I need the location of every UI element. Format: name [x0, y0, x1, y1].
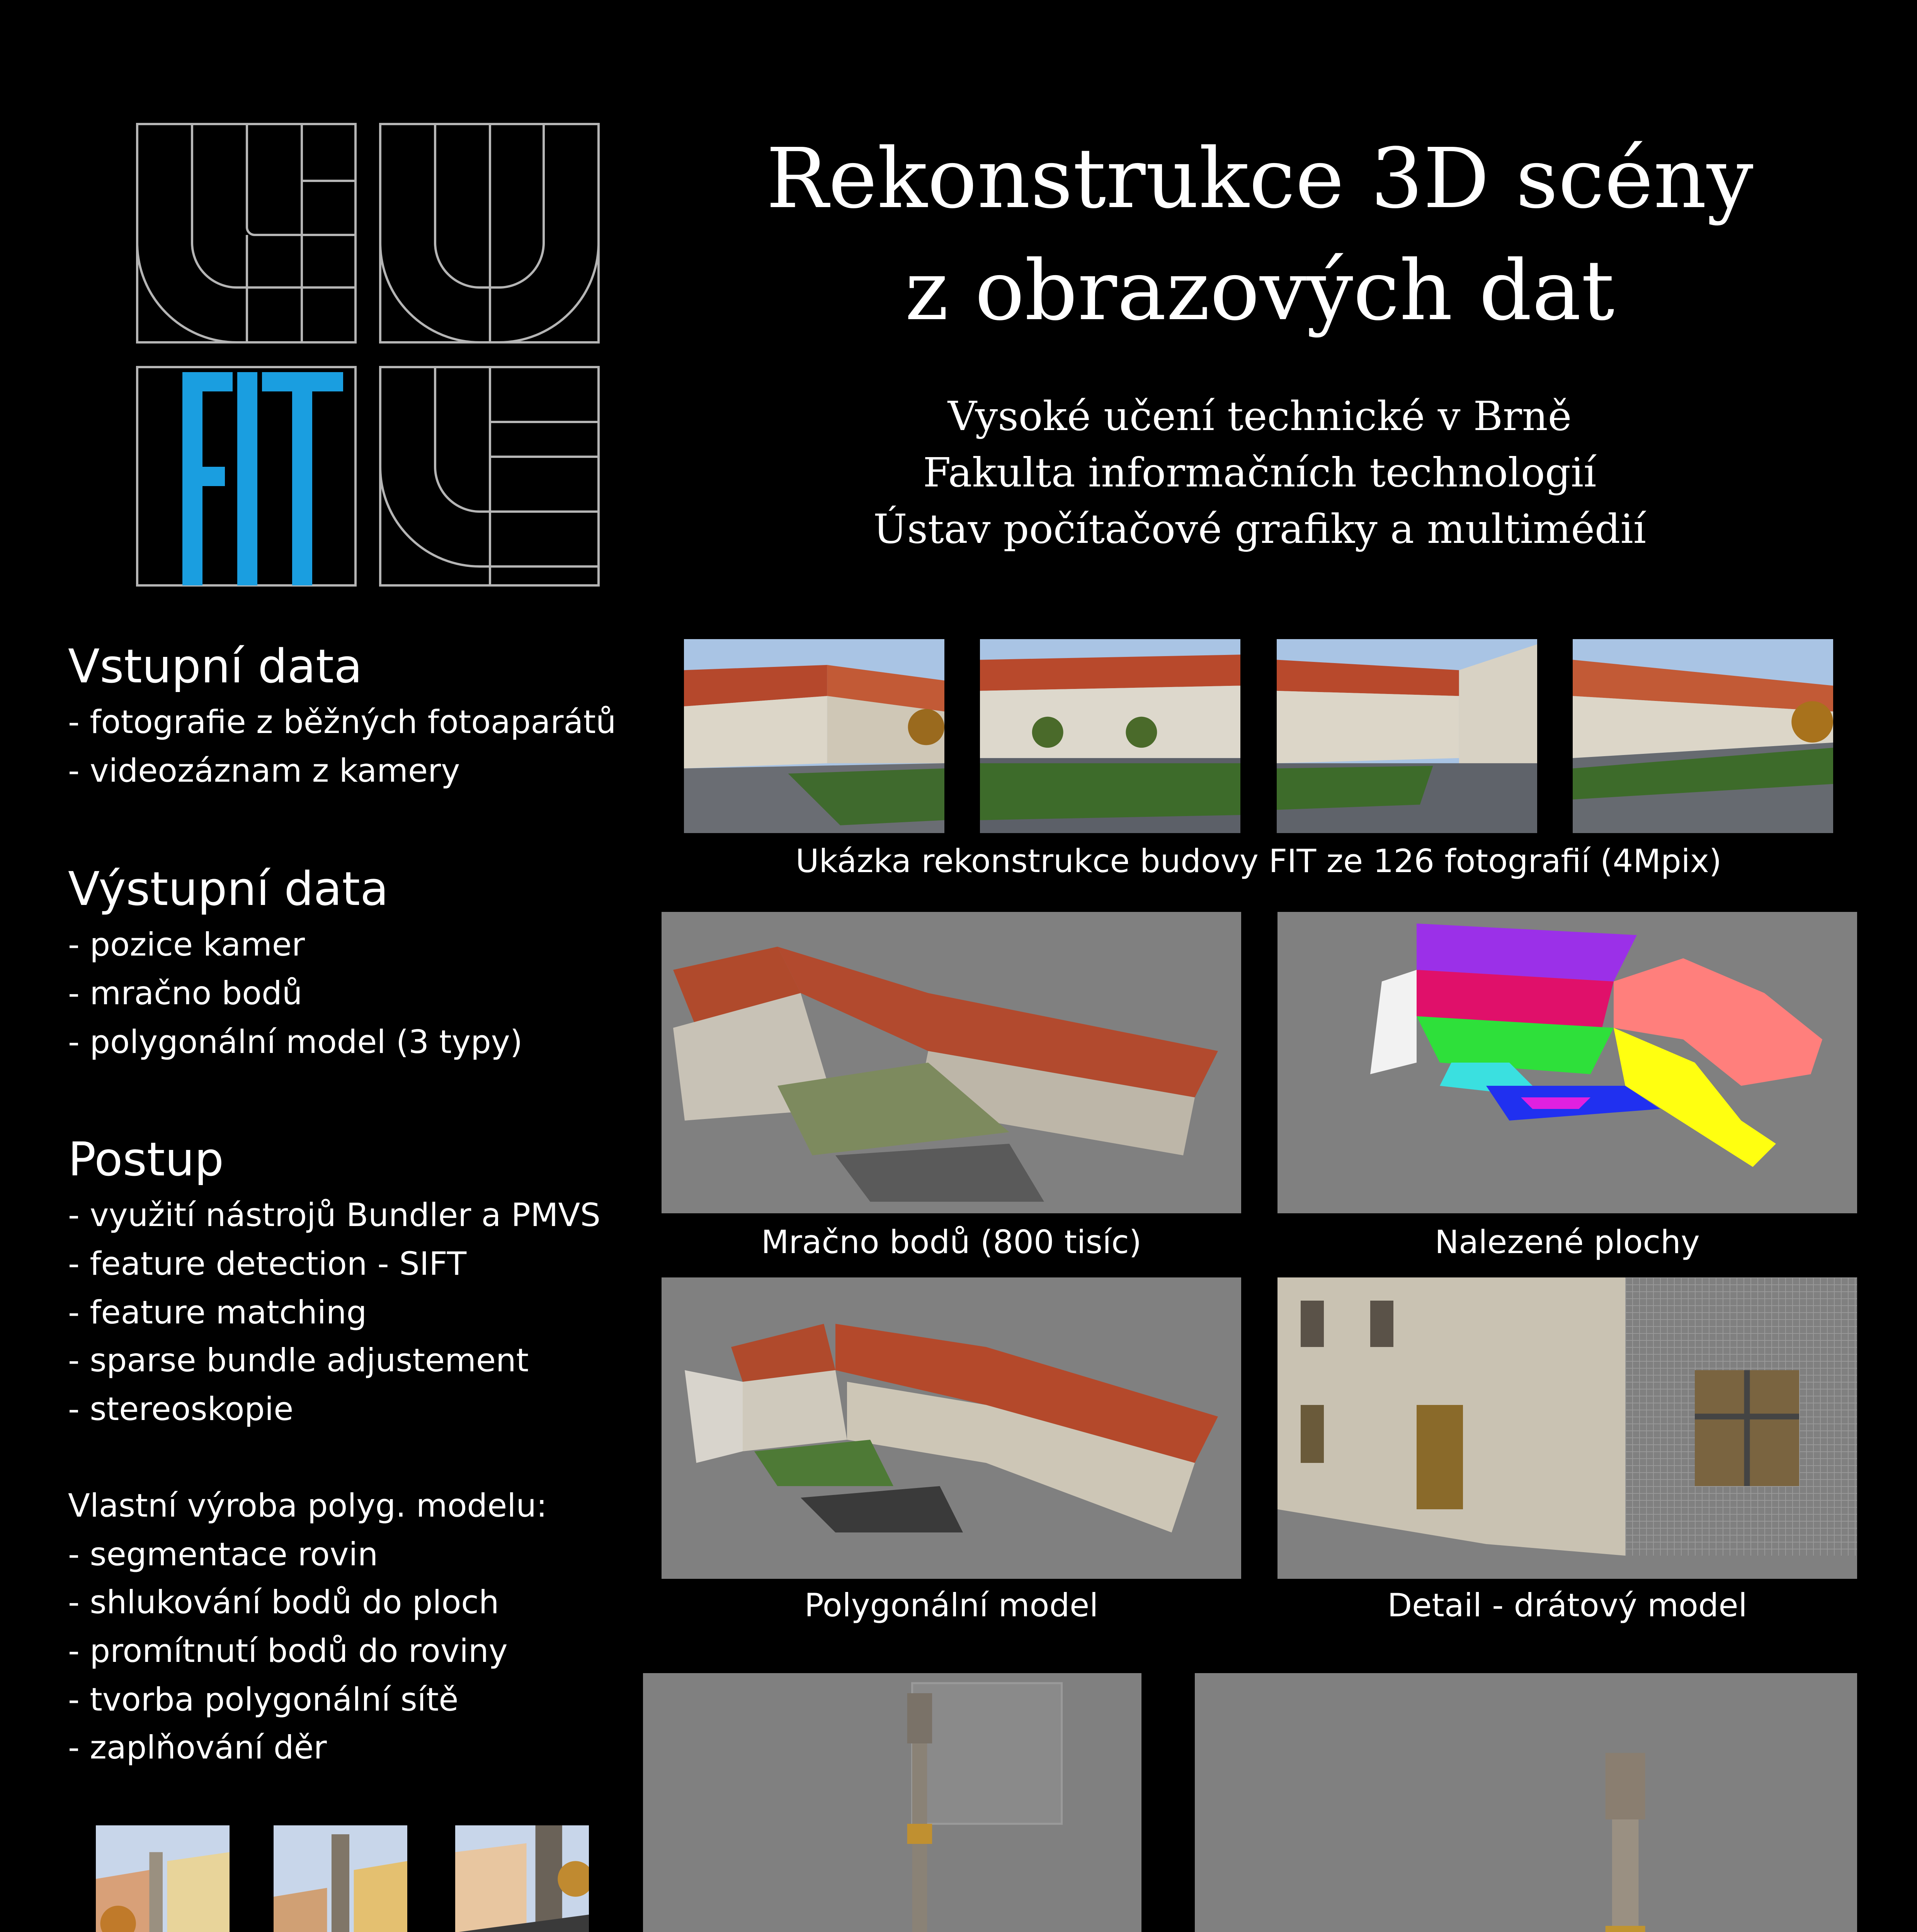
- image-wireframe-detail: [1277, 1277, 1857, 1579]
- section-heading-process: Postup: [68, 1133, 224, 1187]
- caption-wireframe-detail: Detail - drátový model: [1387, 1587, 1747, 1624]
- vut-logo-graphic: [136, 123, 600, 587]
- image-point-cloud: [662, 912, 1241, 1213]
- list-item: - segmentace rovin: [68, 1536, 378, 1573]
- list-item: - videozáznam z kamery: [68, 752, 460, 789]
- column-photo-3: [455, 1825, 589, 1932]
- column-photo-1: [96, 1825, 230, 1932]
- institution-line-2: Fakulta informačních technologií: [923, 449, 1597, 496]
- list-item: - feature matching: [68, 1294, 367, 1331]
- list-item: - tvorba polygonální sítě: [68, 1681, 459, 1718]
- title-line-2: z obrazových dat: [905, 243, 1615, 339]
- title-line-1: Rekonstrukce 3D scény: [766, 131, 1754, 227]
- section-heading-input: Vstupní data: [68, 640, 362, 694]
- fit-vut-logo: [136, 123, 600, 587]
- list-item: - stereoskopie: [68, 1390, 294, 1428]
- institution-line-1: Vysoké učení technické v Brně: [947, 393, 1572, 440]
- list-item: - polygonální model (3 typy): [68, 1023, 523, 1061]
- building-photo-1: [684, 639, 944, 833]
- list-item: - mračno bodů: [68, 975, 303, 1012]
- building-photo-3: [1277, 639, 1537, 833]
- poster-title: [649, 123, 1870, 347]
- institution-block: [649, 388, 1870, 557]
- image-polygonal-model: [662, 1277, 1241, 1579]
- list-item: - pozice kamer: [68, 926, 305, 963]
- caption-found-planes: Nalezené plochy: [1435, 1223, 1700, 1261]
- list-item: - feature detection - SIFT: [68, 1245, 467, 1282]
- column-photo-2: [274, 1825, 407, 1932]
- building-photo-4: [1573, 639, 1833, 833]
- caption-building-photos: Ukázka rekonstrukce budovy FIT ze 126 fotografií (4Mpix): [795, 842, 1722, 880]
- list-item: - shlukování bodů do ploch: [68, 1583, 499, 1621]
- list-item: - promítnutí bodů do roviny: [68, 1632, 508, 1670]
- image-found-planes: [1277, 912, 1857, 1213]
- image-column-polygons: [1195, 1673, 1857, 1932]
- list-item: - využití nástrojů Bundler a PMVS: [68, 1196, 601, 1234]
- caption-polygonal-model: Polygonální model: [804, 1587, 1099, 1624]
- image-column-point-cloud: [643, 1673, 1141, 1932]
- list-item: - fotografie z běžných fotoaparátů: [68, 703, 616, 741]
- institution-line-3: Ústav počítačové grafiky a multimédií: [873, 505, 1647, 553]
- building-photo-2: [980, 639, 1240, 833]
- list-item: - sparse bundle adjustement: [68, 1342, 529, 1379]
- section-heading-output: Výstupní data: [68, 862, 389, 916]
- section-heading-custom: Vlastní výroba polyg. modelu:: [68, 1487, 547, 1524]
- list-item: - zaplňování děr: [68, 1729, 327, 1766]
- caption-point-cloud: Mračno bodů (800 tisíc): [761, 1223, 1142, 1261]
